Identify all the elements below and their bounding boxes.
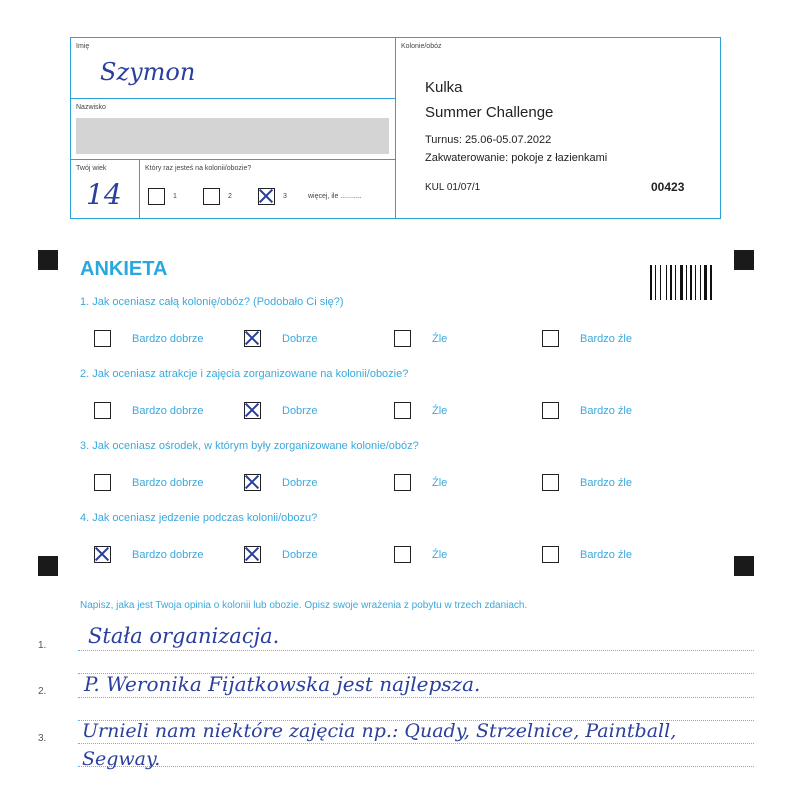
age-label: Twój wiek <box>76 165 107 172</box>
q1-checkbox-3[interactable] <box>394 330 411 347</box>
answer-line-3a <box>78 743 754 744</box>
q4-option-label-4: Bardzo źle <box>580 549 632 561</box>
question-1: 1. Jak oceniasz całą kolonię/obóz? (Podobało Ci się?) <box>80 296 344 308</box>
times-checkbox-2[interactable] <box>203 188 220 205</box>
q3-option-label-2: Dobrze <box>282 477 318 489</box>
q3-checkbox-2[interactable] <box>244 474 261 491</box>
registration-mark-top-right <box>734 250 754 270</box>
barcode-bar <box>686 265 687 300</box>
q1-checkbox-1[interactable] <box>94 330 111 347</box>
barcode-bar <box>704 265 707 300</box>
q1-checkbox-4[interactable] <box>542 330 559 347</box>
times-label: Który raz jesteś na kolonii/obozie? <box>145 165 252 172</box>
barcode-bar <box>695 265 696 300</box>
times-option-3: 3 <box>283 193 287 200</box>
question-4: 4. Jak oceniasz jedzenie podczas kolonii/obozu? <box>80 512 318 524</box>
barcode-bar <box>660 265 661 300</box>
zakwaterowanie: Zakwaterowanie: pokoje z łazienkami <box>425 152 608 164</box>
barcode-bar <box>675 265 676 300</box>
barcode-bar <box>710 265 712 300</box>
times-checkbox-3[interactable] <box>258 188 275 205</box>
name-label: Imię <box>76 43 90 50</box>
opinion-prompt: Napisz, jaka jest Twoja opinia o kolonii lub obozie. Opisz swoje wrażenia z pobytu w trzech zdaniach. <box>80 600 528 611</box>
registration-mark-top-left <box>38 250 58 270</box>
times-option-2: 2 <box>228 193 232 200</box>
barcode-bar <box>655 265 656 300</box>
barcode-bar <box>650 265 652 300</box>
q4-checkbox-4[interactable] <box>542 546 559 563</box>
q2-option-label-2: Dobrze <box>282 405 318 417</box>
line-number-2: 2. <box>38 686 47 697</box>
answer-line-2a <box>78 697 754 698</box>
q4-option-label-3: Źle <box>432 549 448 561</box>
times-option-1: 1 <box>173 193 177 200</box>
q3-option-label-1: Bardzo dobrze <box>132 477 204 489</box>
q2-checkbox-2[interactable] <box>244 402 261 419</box>
q2-checkbox-1[interactable] <box>94 402 111 419</box>
q3-option-label-4: Bardzo źle <box>580 477 632 489</box>
q2-option-label-4: Bardzo źle <box>580 405 632 417</box>
times-checkbox-1[interactable] <box>148 188 165 205</box>
camp-name-2: Summer Challenge <box>425 104 554 121</box>
line-number-1: 1. <box>38 640 47 651</box>
answer-line-3b <box>78 766 754 767</box>
barcode-bar <box>670 265 672 300</box>
answer-line-1a <box>78 650 754 651</box>
q3-option-label-3: Źle <box>432 477 448 489</box>
q2-checkbox-4[interactable] <box>542 402 559 419</box>
q2-checkbox-3[interactable] <box>394 402 411 419</box>
q3-checkbox-4[interactable] <box>542 474 559 491</box>
registration-mark-bottom-left <box>38 556 58 576</box>
age-value: 14 <box>86 178 122 211</box>
barcode-bar <box>690 265 692 300</box>
barcode-bar <box>680 265 683 300</box>
q1-option-label-4: Bardzo źle <box>580 333 632 345</box>
answer-1: Stała organizacja. <box>88 624 280 648</box>
survey-title: ANKIETA <box>80 258 168 280</box>
redacted-surname <box>76 118 389 154</box>
question-3: 3. Jak oceniasz ośrodek, w którym były zorganizowane kolonie/obóz? <box>80 440 419 452</box>
q3-checkbox-3[interactable] <box>394 474 411 491</box>
q2-option-label-1: Bardzo dobrze <box>132 405 204 417</box>
q4-option-label-2: Dobrze <box>282 549 318 561</box>
q4-checkbox-3[interactable] <box>394 546 411 563</box>
q2-option-label-3: Źle <box>432 405 448 417</box>
camp-code: KUL 01/07/1 <box>425 182 481 193</box>
q1-option-label-2: Dobrze <box>282 333 318 345</box>
barcode <box>650 265 708 300</box>
answer-2: P. Weronika Fijatkowska jest najlepsza. <box>84 672 481 696</box>
barcode-bar <box>700 265 701 300</box>
q1-option-label-1: Bardzo dobrze <box>132 333 204 345</box>
answer-3-line-2: Segway. <box>82 748 161 770</box>
answer-3-line-1: Urnieli nam niektóre zajęcia np.: Quady, Strzelnice, Paintball, <box>82 720 677 742</box>
camp-name-1: Kulka <box>425 79 463 96</box>
line-number-3: 3. <box>38 733 47 744</box>
q1-option-label-3: Źle <box>432 333 448 345</box>
q4-checkbox-1[interactable] <box>94 546 111 563</box>
q1-checkbox-2[interactable] <box>244 330 261 347</box>
form-number: 00423 <box>651 180 685 194</box>
surname-label: Nazwisko <box>76 104 106 111</box>
question-2: 2. Jak oceniasz atrakcje i zajęcia zorganizowane na kolonii/obozie? <box>80 368 409 380</box>
q4-checkbox-2[interactable] <box>244 546 261 563</box>
q4-option-label-1: Bardzo dobrze <box>132 549 204 561</box>
barcode-bar <box>666 265 667 300</box>
name-value: Szymon <box>100 58 196 86</box>
registration-mark-bottom-right <box>734 556 754 576</box>
camp-label: Kolonie/obóz <box>401 43 442 50</box>
q3-checkbox-1[interactable] <box>94 474 111 491</box>
times-more: więcej, ile ........... <box>308 193 362 200</box>
turnus: Turnus: 25.06-05.07.2022 <box>425 134 552 146</box>
